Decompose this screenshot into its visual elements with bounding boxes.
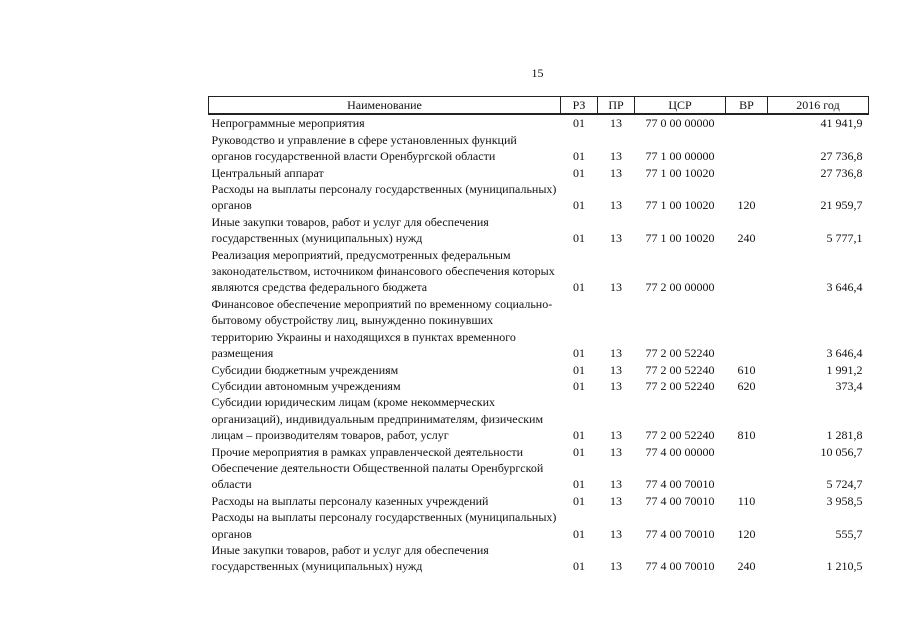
- row-csr: 77 2 00 52240: [645, 428, 715, 443]
- row-csr: 77 2 00 52240: [645, 378, 715, 393]
- row-name: Субсидии автономным учреждениям: [211, 378, 401, 393]
- header-row: [209, 97, 869, 115]
- row-rz: 01: [573, 165, 585, 180]
- row-amount: 373,4: [835, 378, 863, 393]
- row-vr: [726, 460, 768, 493]
- row-vr: 120: [737, 198, 756, 213]
- row-amount: 21 959,7: [820, 198, 863, 213]
- table-row: [209, 542, 869, 575]
- row-pr: 13: [610, 444, 622, 459]
- row-rz: 01: [573, 559, 585, 574]
- row-csr: 77 4 00 70010: [645, 493, 715, 508]
- row-csr: 77 1 00 10020: [645, 231, 715, 246]
- row-vr: [726, 296, 768, 362]
- row-name: Центральный аппарат: [211, 165, 324, 180]
- row-name: Расходы на выплаты персоналу государственных (муниципальных) органов: [211, 182, 557, 213]
- row-csr: 77 4 00 70010: [645, 559, 715, 574]
- row-vr: 120: [737, 526, 756, 541]
- row-amount: 555,7: [835, 526, 863, 541]
- row-csr: 77 4 00 70010: [645, 477, 715, 492]
- row-vr: 810: [737, 428, 756, 443]
- header-vr: ВР: [726, 97, 768, 115]
- row-rz: 01: [573, 116, 585, 131]
- table-row: [209, 296, 869, 362]
- row-pr: 13: [610, 526, 622, 541]
- row-amount: 10 056,7: [820, 444, 863, 459]
- table-row: [209, 132, 869, 165]
- row-amount: 27 736,8: [820, 149, 863, 164]
- row-rz: 01: [573, 280, 585, 295]
- row-vr: 610: [737, 362, 756, 377]
- row-name: Расходы на выплаты персоналу казенных учреждений: [211, 493, 489, 508]
- table-row: [209, 247, 869, 296]
- row-rz: 01: [573, 231, 585, 246]
- table-row: [209, 214, 869, 247]
- table-row: [209, 362, 869, 378]
- row-pr: 13: [610, 346, 622, 361]
- row-rz: 01: [573, 346, 585, 361]
- row-name: Иные закупки товаров, работ и услуг для обеспечения государственных (муниципальных) нужд: [211, 214, 489, 246]
- row-pr: 13: [610, 198, 622, 213]
- row-name: Обеспечение деятельности Общественной палаты Оренбургской области: [211, 460, 544, 492]
- row-pr: 13: [610, 493, 622, 508]
- row-csr: 77 2 00 00000: [645, 280, 715, 295]
- row-csr: 77 1 00 10020: [645, 198, 715, 213]
- page-number: 15: [531, 66, 544, 80]
- row-name: Субсидии юридическим лицам (кроме некоммерческих организаций), индивидуальным предпринимателям, физическим лицам – производителям товаров, работ, услуг: [211, 395, 544, 443]
- row-rz: 01: [573, 526, 585, 541]
- row-amount: 41 941,9: [820, 116, 863, 131]
- table-row: [209, 509, 869, 542]
- row-name: Субсидии бюджетным учреждениям: [211, 362, 399, 377]
- row-vr: [726, 444, 768, 460]
- row-name: Непрограммные мероприятия: [211, 116, 365, 131]
- row-rz: 01: [573, 477, 585, 492]
- row-amount: 5 777,1: [826, 231, 863, 246]
- row-csr: 77 0 00 00000: [645, 116, 715, 131]
- row-csr: 77 2 00 52240: [645, 362, 715, 377]
- row-amount: 1 281,8: [826, 428, 863, 443]
- row-amount: 1 991,2: [826, 362, 863, 377]
- row-pr: 13: [610, 428, 622, 443]
- row-vr: 110: [737, 493, 756, 508]
- row-amount: 5 724,7: [826, 477, 863, 492]
- row-name: Финансовое обеспечение мероприятий по временному социально-бытовому обустройству лиц, вынужденно покинувших территорию Украины и находящихся в пунктах временного размещения: [211, 296, 553, 361]
- row-name: Прочие мероприятия в рамках управленческой деятельности: [211, 444, 523, 459]
- header-year: 2016 год: [768, 97, 869, 115]
- row-pr: 13: [610, 116, 622, 131]
- table-row: [209, 493, 869, 509]
- budget-table: [208, 96, 869, 575]
- budget-table-container: [208, 96, 868, 575]
- header-pr: ПР: [598, 97, 635, 115]
- row-rz: 01: [573, 444, 585, 459]
- row-pr: 13: [610, 149, 622, 164]
- table-row: [209, 394, 869, 443]
- row-vr: [726, 165, 768, 181]
- row-vr: 240: [737, 559, 756, 574]
- row-csr: 77 1 00 00000: [645, 149, 715, 164]
- table-row: [209, 444, 869, 460]
- row-pr: 13: [610, 477, 622, 492]
- row-rz: 01: [573, 493, 585, 508]
- row-name: Расходы на выплаты персоналу государственных (муниципальных) органов: [211, 510, 557, 541]
- row-amount: 3 958,5: [826, 493, 863, 508]
- header-name: Наименование: [209, 97, 561, 115]
- row-vr: 620: [737, 378, 756, 393]
- table-row: [209, 114, 869, 131]
- header-csr: ЦСР: [635, 97, 726, 115]
- row-pr: 13: [610, 559, 622, 574]
- row-name: Иные закупки товаров, работ и услуг для обеспечения государственных (муниципальных) нужд: [211, 542, 489, 574]
- row-name: Реализация мероприятий, предусмотренных федеральным законодательством, источником финансового обеспечения которых являются средства федерального бюджета: [211, 247, 555, 295]
- table-row: [209, 460, 869, 493]
- row-vr: [726, 114, 768, 131]
- row-rz: 01: [573, 428, 585, 443]
- row-amount: 3 646,4: [826, 280, 863, 295]
- row-vr: 240: [737, 231, 756, 246]
- row-name: Руководство и управление в сфере установленных функций органов государственной власти Оренбургской области: [211, 132, 517, 164]
- row-rz: 01: [573, 362, 585, 377]
- table-row: [209, 181, 869, 214]
- row-csr: 77 2 00 52240: [645, 346, 715, 361]
- row-pr: 13: [610, 362, 622, 377]
- table-header: [209, 97, 869, 115]
- row-rz: 01: [573, 149, 585, 164]
- row-amount: 3 646,4: [826, 346, 863, 361]
- row-rz: 01: [573, 378, 585, 393]
- row-csr: 77 4 00 70010: [645, 526, 715, 541]
- table-row: [209, 165, 869, 181]
- row-amount: 27 736,8: [820, 165, 863, 180]
- row-pr: 13: [610, 231, 622, 246]
- row-rz: 01: [573, 198, 585, 213]
- row-pr: 13: [610, 378, 622, 393]
- row-csr: 77 4 00 00000: [645, 444, 715, 459]
- row-csr: 77 1 00 10020: [645, 165, 715, 180]
- row-pr: 13: [610, 165, 622, 180]
- table-row: [209, 378, 869, 394]
- row-pr: 13: [610, 280, 622, 295]
- table-body: [209, 114, 869, 574]
- header-rz: РЗ: [561, 97, 598, 115]
- row-vr: [726, 132, 768, 165]
- row-amount: 1 210,5: [826, 559, 863, 574]
- row-vr: [726, 247, 768, 296]
